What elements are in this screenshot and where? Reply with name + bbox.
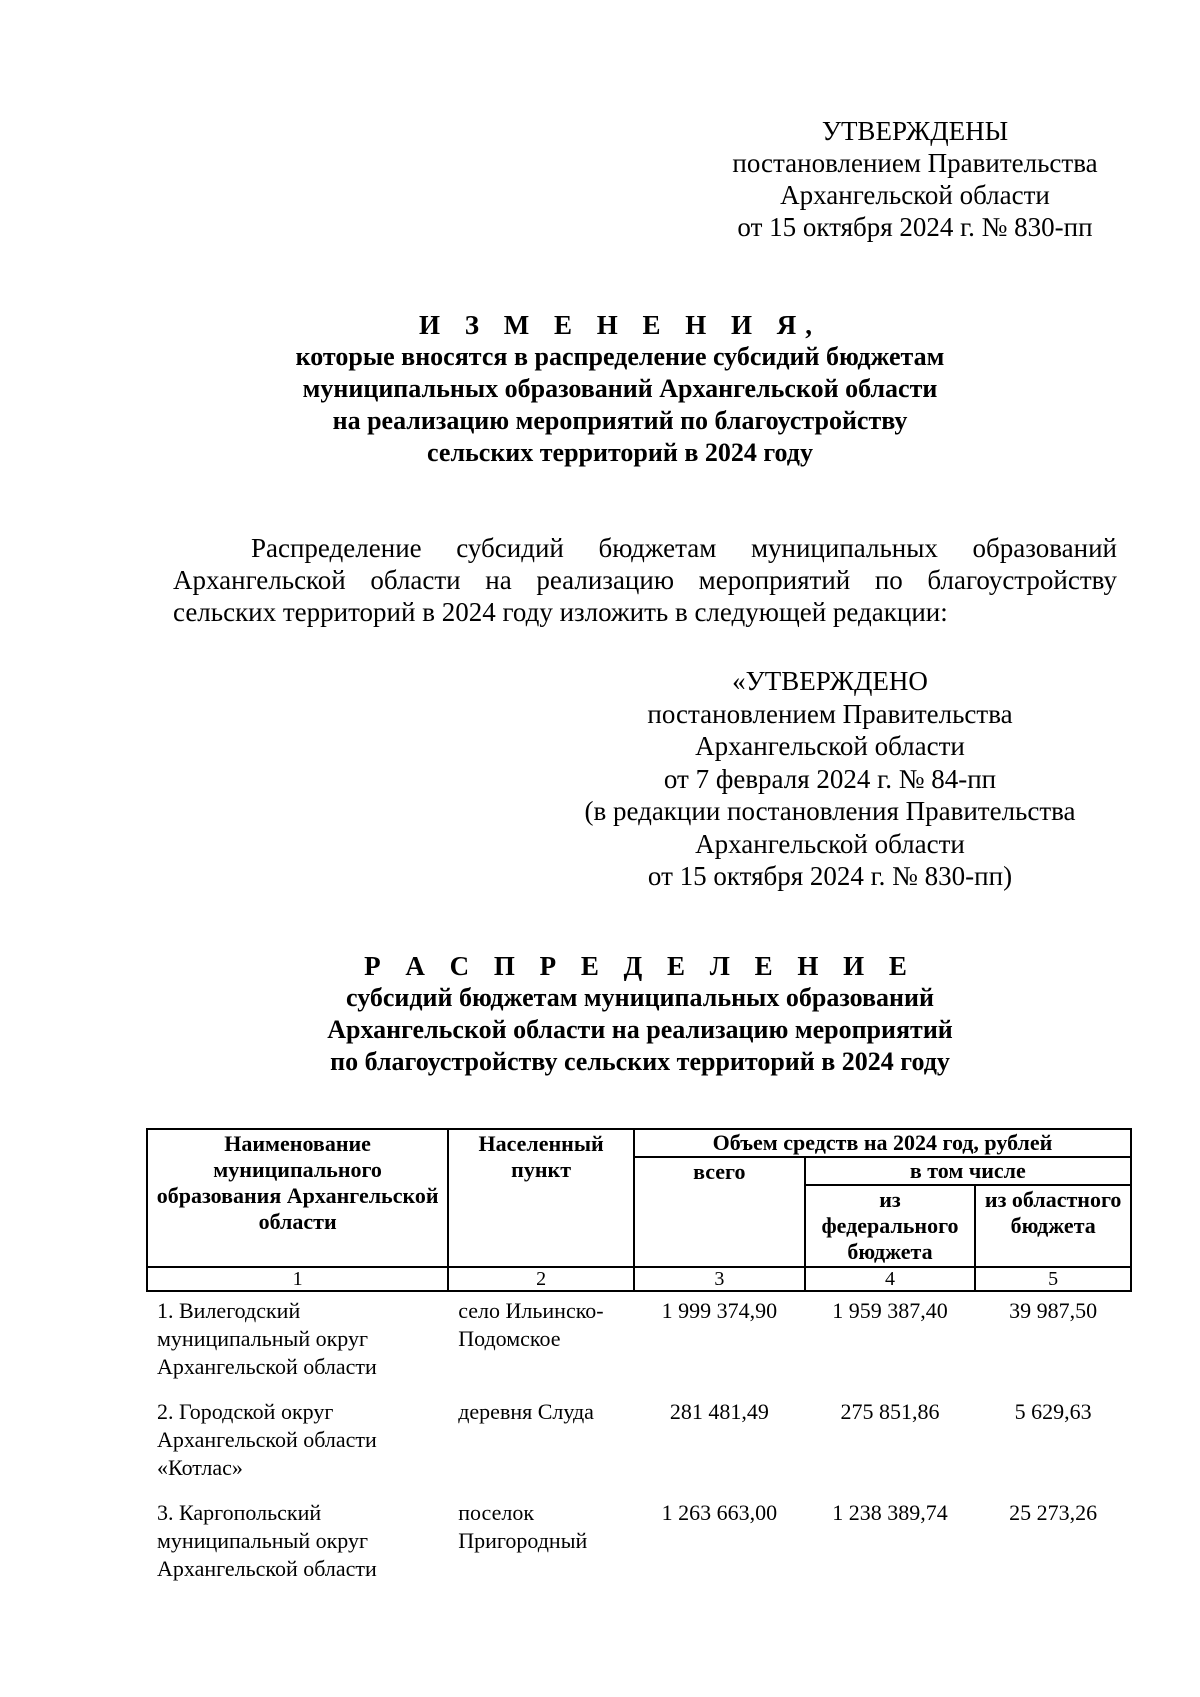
approval-stamp-quoted xyxy=(560,665,1100,893)
cell-total: 1 999 374,90 xyxy=(661,1298,778,1323)
cell-settlement: поселок Пригородный xyxy=(458,1500,588,1553)
distribution-title-line: по благоустройству сельских территорий в 2024 году xyxy=(330,1047,950,1076)
header-municipality: Наименование муниципального образования Архангельской области xyxy=(147,1129,448,1267)
approval2-line: (в редакции постановления Правительства xyxy=(584,796,1076,826)
table-row xyxy=(147,1494,1131,1595)
title-heading: И З М Е Н Е Н И Я, xyxy=(418,310,821,340)
column-number-row xyxy=(147,1267,1131,1291)
header-total: всего xyxy=(634,1157,805,1267)
approval2-line: постановлением Правительства xyxy=(647,698,1013,729)
title-line: которые вносятся в распределение субсидий бюджетам xyxy=(295,342,945,371)
header-regional: из областного бюджета xyxy=(975,1185,1131,1267)
cell-total: 1 263 663,00 xyxy=(661,1500,778,1525)
approval-line: постановлением Правительства xyxy=(732,148,1098,178)
column-number: 5 xyxy=(975,1267,1131,1291)
cell-federal: 1 238 389,74 xyxy=(832,1500,948,1525)
document-title xyxy=(150,309,1090,469)
approval2-heading: «УТВЕРЖДЕНО xyxy=(732,666,928,696)
approval-line: Архангельской области xyxy=(780,180,1050,210)
table-row xyxy=(147,1291,1131,1393)
title-line: муниципальных образований Архангельской области xyxy=(302,374,938,403)
cell-municipality: 3. Каргопольский муниципальный округ Архангельской области xyxy=(157,1500,377,1581)
header-federal: из федерального бюджета xyxy=(805,1185,976,1267)
cell-regional: 5 629,63 xyxy=(1014,1399,1092,1424)
header-volume: Объем средств на 2024 год, рублей xyxy=(634,1129,1131,1157)
distribution-table xyxy=(146,1128,1132,1595)
cell-regional: 25 273,26 xyxy=(1009,1500,1098,1525)
table-header-row xyxy=(147,1129,1131,1157)
approval-date: от 15 октября 2024 г. № 830-пп xyxy=(737,212,1093,242)
approval2-date: от 15 октября 2024 г. № 830-пп) xyxy=(647,861,1013,891)
cell-municipality: 1. Вилегодский муниципальный округ Архангельской области xyxy=(157,1298,377,1379)
cell-federal: 275 851,86 xyxy=(840,1399,940,1424)
cell-federal: 1 959 387,40 xyxy=(832,1298,948,1323)
body-paragraph: Распределение субсидий бюджетам муниципальных образований Архангельской области на реализацию мероприятий по благоустройству сельских территорий в 2024 году изложить в следующей редакции: xyxy=(173,533,1117,627)
approval-stamp xyxy=(690,115,1140,243)
title-line: на реализацию мероприятий по благоустройству xyxy=(332,406,908,435)
cell-total: 281 481,49 xyxy=(669,1399,769,1424)
cell-regional: 39 987,50 xyxy=(1009,1298,1098,1323)
approval-heading: УТВЕРЖДЕНЫ xyxy=(821,116,1009,146)
approval2-date: от 7 февраля 2024 г. № 84-пп xyxy=(663,763,997,794)
distribution-title xyxy=(170,950,1110,1078)
cell-settlement: деревня Слуда xyxy=(458,1399,594,1424)
cell-settlement: село Ильинско-Подомское xyxy=(458,1298,604,1351)
header-settlement: Населенный пункт xyxy=(448,1129,634,1267)
approval2-line: Архангельской области xyxy=(695,731,965,761)
column-number: 4 xyxy=(805,1267,976,1291)
distribution-title-line: Архангельской области на реализацию мероприятий xyxy=(327,1015,953,1044)
approval2-line: Архангельской области xyxy=(695,828,965,859)
title-line: сельских территорий в 2024 году xyxy=(427,438,813,467)
distribution-title-line: субсидий бюджетам муниципальных образований xyxy=(346,983,934,1012)
header-including: в том числе xyxy=(805,1157,1131,1185)
table-row xyxy=(147,1393,1131,1494)
column-number: 3 xyxy=(634,1267,805,1291)
column-number: 1 xyxy=(147,1267,448,1291)
column-number: 2 xyxy=(448,1267,634,1291)
cell-municipality: 2. Городской округ Архангельской области «Котлас» xyxy=(157,1399,377,1480)
distribution-heading: Р А С П Р Е Д Е Л Е Н И Е xyxy=(364,951,916,981)
